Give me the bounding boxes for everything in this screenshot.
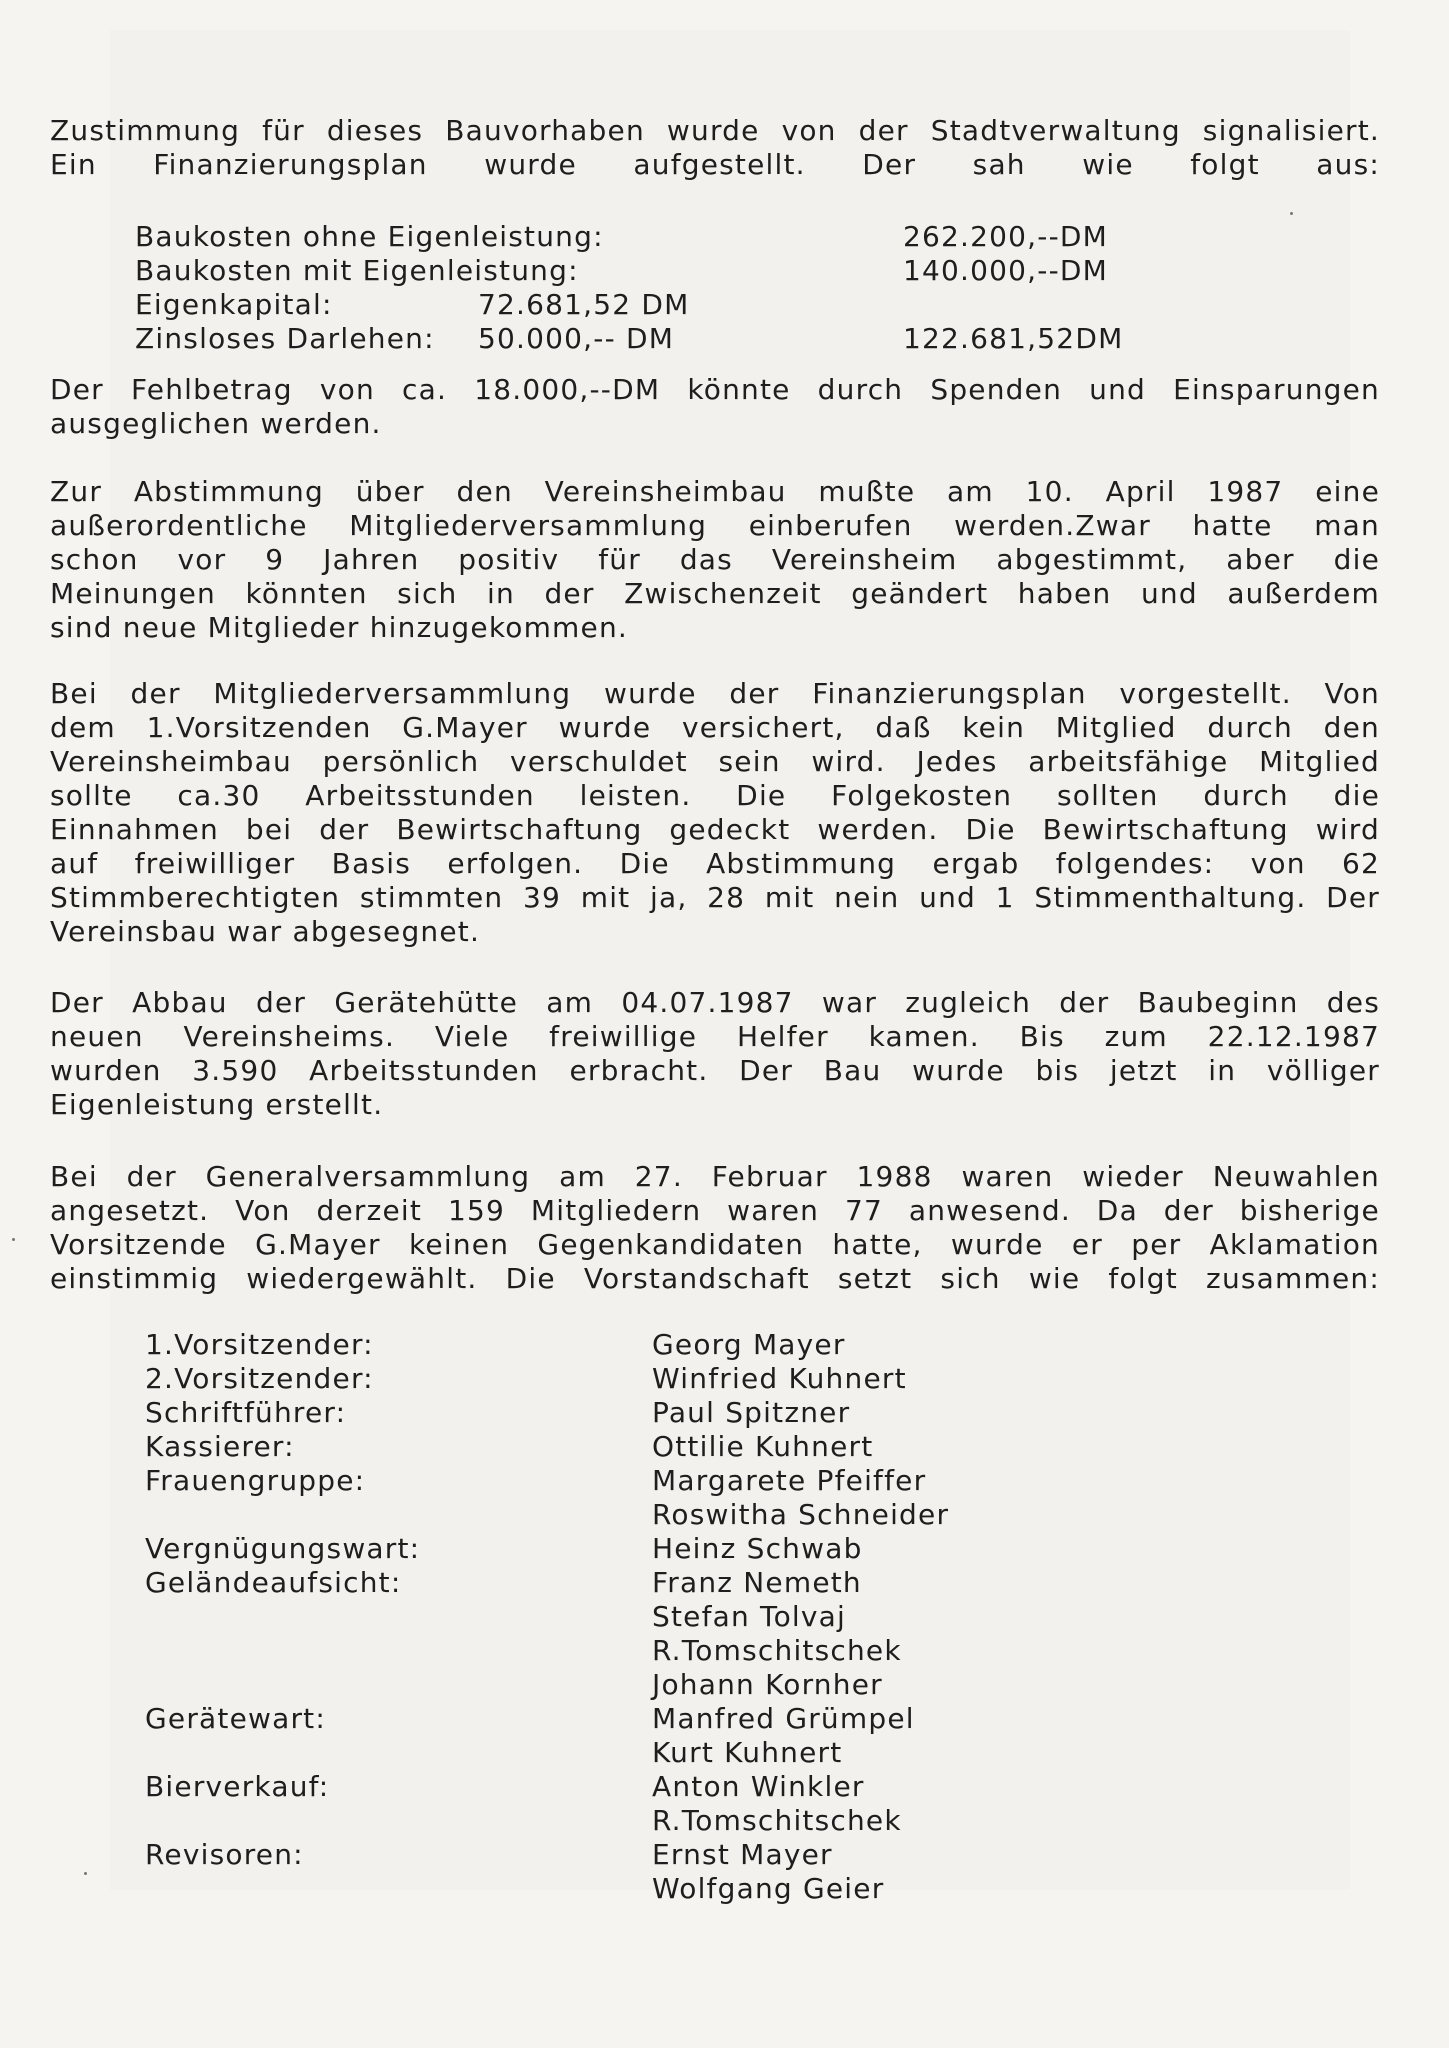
board-member-name: Roswitha Schneider <box>652 1498 950 1531</box>
board-member-name: R.Tomschitschek <box>652 1634 902 1667</box>
intro-paragraph <box>50 114 1380 182</box>
financing-amount: 262.200,--DM <box>903 220 1109 253</box>
board-role: Vergnügungswart: <box>145 1532 421 1565</box>
text-line: einstimmig wiedergewählt. Die Vorstandschaft setzt sich wie folgt zusammen: <box>50 1262 1380 1295</box>
text-line: Einnahmen bei der Bewirtschaftung gedeckt werden. Die Bewirtschaftung wird <box>50 813 1380 846</box>
assembly-paragraph <box>50 677 1380 949</box>
text-line: Meinungen könnten sich in der Zwischenzeit geändert haben und außerdem <box>50 577 1380 610</box>
text-line: Vereinsheimbau persönlich verschuldet sein wird. Jedes arbeitsfähige Mitglied <box>50 745 1380 778</box>
board-member-name: Wolfgang Geier <box>652 1872 885 1905</box>
board-row <box>145 1566 1045 1600</box>
board-row <box>145 1702 1045 1736</box>
board-row <box>145 1600 1045 1634</box>
board-row <box>145 1464 1045 1498</box>
text-line: Bei der Mitgliederversammlung wurde der Finanzierungsplan vorgestellt. Von <box>50 677 1380 710</box>
financing-subamount: 72.681,52 DM <box>478 288 690 321</box>
board-member-name: Stefan Tolvaj <box>652 1600 847 1633</box>
board-role: Revisoren: <box>145 1838 304 1871</box>
text-line: ausgeglichen werden. <box>50 407 382 440</box>
text-line: Zustimmung für dieses Bauvorhaben wurde von der Stadtverwaltung signalisiert. <box>50 114 1380 147</box>
board-member-name: Manfred Grümpel <box>652 1702 915 1735</box>
text-line: Der Abbau der Gerätehütte am 04.07.1987 war zugleich der Baubeginn des <box>50 986 1380 1019</box>
board-role: Geländeaufsicht: <box>145 1566 402 1599</box>
board-row <box>145 1804 1045 1838</box>
board-members-list <box>145 1328 1045 1906</box>
text-line: sollte ca.30 Arbeitsstunden leisten. Die Folgekosten sollten durch die <box>50 779 1380 812</box>
text-line: schon vor 9 Jahren positiv für das Vereinsheim abgestimmt, aber die <box>50 543 1380 576</box>
board-member-name: Johann Kornher <box>652 1668 883 1701</box>
board-role: 1.Vorsitzender: <box>145 1328 374 1361</box>
deficit-paragraph <box>50 373 1380 441</box>
board-member-name: Franz Nemeth <box>652 1566 862 1599</box>
board-row <box>145 1396 1045 1430</box>
financing-amount: 140.000,--DM <box>903 254 1109 287</box>
text-line: Ein Finanzierungsplan wurde aufgestellt. Der sah wie folgt aus: <box>50 148 1380 181</box>
financing-row <box>135 288 1135 322</box>
financing-subamount: 50.000,-- DM <box>478 322 675 355</box>
board-member-name: R.Tomschitschek <box>652 1804 902 1837</box>
financing-label: Zinsloses Darlehen: <box>135 322 435 355</box>
text-line: sind neue Mitglieder hinzugekommen. <box>50 611 629 644</box>
board-role: Frauengruppe: <box>145 1464 366 1497</box>
text-line: Vorsitzende G.Mayer keinen Gegenkandidaten hatte, wurde er per Aklamation <box>50 1228 1380 1261</box>
text-line: außerordentliche Mitgliederversammlung einberufen werden.Zwar hatte man <box>50 509 1380 542</box>
financing-row <box>135 254 1135 288</box>
text-line: angesetzt. Von derzeit 159 Mitgliedern waren 77 anwesend. Da der bisherige <box>50 1194 1380 1227</box>
board-row <box>145 1838 1045 1872</box>
text-line: Stimmberechtigten stimmten 39 mit ja, 28 mit nein und 1 Stimmenthaltung. Der <box>50 881 1380 914</box>
board-member-name: Kurt Kuhnert <box>652 1736 843 1769</box>
board-row <box>145 1498 1045 1532</box>
board-row <box>145 1532 1045 1566</box>
board-role: Kassierer: <box>145 1430 295 1463</box>
board-member-name: Margarete Pfeiffer <box>652 1464 927 1497</box>
financing-label: Baukosten mit Eigenleistung: <box>135 254 579 287</box>
construction-paragraph <box>50 986 1380 1122</box>
text-line: neuen Vereinsheims. Viele freiwillige Helfer kamen. Bis zum 22.12.1987 <box>50 1020 1380 1053</box>
board-row <box>145 1362 1045 1396</box>
text-line: Vereinsbau war abgesegnet. <box>50 915 481 948</box>
paper-speck <box>1290 212 1293 215</box>
financing-row <box>135 220 1135 254</box>
board-row <box>145 1430 1045 1464</box>
text-line: auf freiwilliger Basis erfolgen. Die Abstimmung ergab folgendes: von 62 <box>50 847 1380 880</box>
board-member-name: Ernst Mayer <box>652 1838 833 1871</box>
board-role: Bierverkauf: <box>145 1770 330 1803</box>
text-line: Bei der Generalversammlung am 27. Februar 1988 waren wieder Neuwahlen <box>50 1160 1380 1193</box>
financing-plan-table <box>135 220 1135 356</box>
financing-label: Eigenkapital: <box>135 288 333 321</box>
board-row <box>145 1668 1045 1702</box>
paper-speck <box>12 1238 15 1241</box>
text-line: dem 1.Vorsitzenden G.Mayer wurde versichert, daß kein Mitglied durch den <box>50 711 1380 744</box>
board-member-name: Winfried Kuhnert <box>652 1362 907 1395</box>
text-line: Zur Abstimmung über den Vereinsheimbau mußte am 10. April 1987 eine <box>50 475 1380 508</box>
board-row <box>145 1770 1045 1804</box>
financing-amount: 122.681,52DM <box>903 322 1124 355</box>
board-member-name: Ottilie Kuhnert <box>652 1430 874 1463</box>
board-member-name: Paul Spitzner <box>652 1396 851 1429</box>
general-assembly-paragraph <box>50 1160 1380 1296</box>
text-line: Eigenleistung erstellt. <box>50 1088 384 1121</box>
board-row <box>145 1328 1045 1362</box>
financing-row <box>135 322 1135 356</box>
board-role: Gerätewart: <box>145 1702 326 1735</box>
paper-speck <box>84 1872 87 1875</box>
board-row <box>145 1872 1045 1906</box>
board-member-name: Anton Winkler <box>652 1770 865 1803</box>
board-member-name: Georg Mayer <box>652 1328 846 1361</box>
board-row <box>145 1634 1045 1668</box>
board-row <box>145 1736 1045 1770</box>
text-line: Der Fehlbetrag von ca. 18.000,--DM könnte durch Spenden und Einsparungen <box>50 373 1380 406</box>
financing-label: Baukosten ohne Eigenleistung: <box>135 220 604 253</box>
board-role: Schriftführer: <box>145 1396 347 1429</box>
board-role: 2.Vorsitzender: <box>145 1362 374 1395</box>
text-line: wurden 3.590 Arbeitsstunden erbracht. Der Bau wurde bis jetzt in völliger <box>50 1054 1380 1087</box>
board-member-name: Heinz Schwab <box>652 1532 863 1565</box>
vote-call-paragraph <box>50 475 1380 645</box>
